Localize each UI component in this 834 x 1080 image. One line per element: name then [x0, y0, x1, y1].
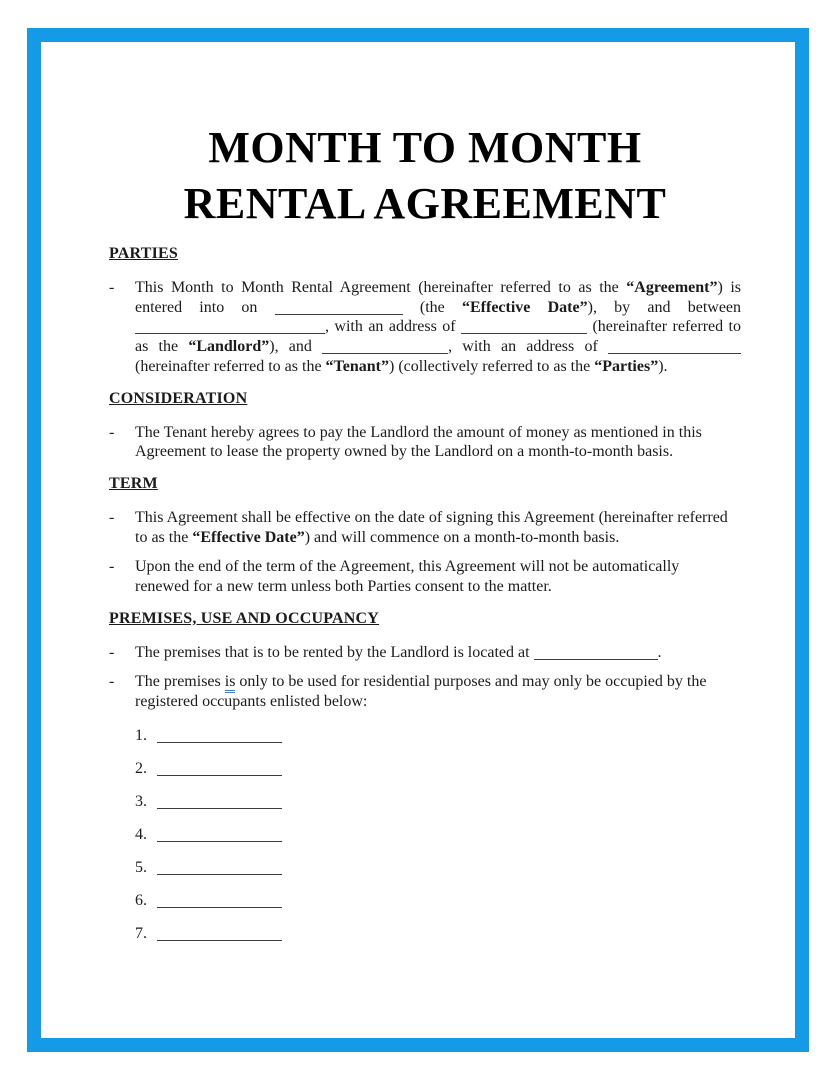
text-line: renewed for a new term unless both Parties consent to the matter. [135, 578, 552, 596]
fill-in-blank [275, 298, 403, 315]
document-title [109, 120, 741, 232]
occupant-list-item [135, 792, 741, 812]
bullet-text [135, 672, 741, 711]
section-heading-parties: PARTIES [109, 245, 179, 262]
bullet-item [109, 672, 741, 711]
bullet-text [135, 643, 741, 663]
bold-text: “Agreement” [626, 279, 718, 296]
occupants-list [135, 726, 741, 944]
bullet-text [135, 423, 741, 462]
text-line: to as the “Effective Date”) and will commence on a month-to-month basis. [135, 528, 620, 546]
occupant-list-item [135, 825, 741, 845]
occupant-number: 5. [135, 858, 147, 876]
occupant-blank [157, 759, 282, 776]
fill-in-blank [135, 317, 325, 334]
text-line: as the “Landlord”), and , with an address of [135, 337, 741, 357]
bold-text: “Effective Date” [192, 528, 305, 546]
section-heading-premises: PREMISES, USE AND OCCUPANCY [109, 609, 380, 627]
fill-in-blank [461, 317, 587, 334]
text-line: , with an address of (hereinafter referred to [135, 317, 741, 337]
occupant-list-item [135, 759, 741, 779]
fill-in-blank [534, 643, 658, 660]
bullet-item [109, 508, 741, 547]
text-line: The Tenant hereby agrees to pay the Landlord the amount of money as mentioned in this [135, 423, 702, 441]
bold-text: “Effective Date” [461, 298, 588, 316]
text-line: entered into on (the “Effective Date”), by and between [135, 298, 742, 316]
document-page [41, 42, 795, 944]
fill-in-blank [322, 337, 448, 354]
bullet-item [109, 278, 741, 377]
occupant-number: 2. [135, 759, 147, 777]
occupant-blank [157, 726, 282, 743]
section-heading-term: TERM [109, 474, 158, 492]
text-line: The premises that is to be rented by the Landlord is located at . [135, 643, 662, 661]
occupant-number: 1. [135, 726, 147, 744]
occupant-blank [157, 825, 282, 842]
bullet-item [109, 557, 741, 596]
bullet-dash: - [109, 423, 115, 441]
occupant-number: 3. [135, 792, 147, 810]
text-line: The premises is only to be used for residential purposes and may only be occupied by the [135, 672, 741, 692]
sections-container [109, 244, 741, 712]
bullet-dash: - [109, 673, 115, 691]
occupant-list-item [135, 891, 741, 911]
fill-in-blank [608, 337, 741, 354]
occupant-number: 6. [135, 891, 147, 909]
bold-text: “Tenant” [325, 357, 389, 375]
bullet-item [109, 423, 741, 462]
bullet-dash: - [109, 558, 115, 576]
text-line: Upon the end of the term of the Agreement, this Agreement will not be automatically [135, 558, 680, 576]
occupant-blank [157, 924, 282, 941]
occupant-blank [157, 891, 282, 908]
page-border [27, 28, 809, 1052]
occupant-number: 4. [135, 825, 147, 843]
section-heading-consideration: CONSIDERATION [109, 389, 248, 407]
bold-text: “Landlord” [188, 338, 270, 356]
document-title-line1: MONTH TO MONTH [208, 123, 642, 172]
occupant-blank [157, 792, 282, 809]
bullet-item [109, 643, 741, 663]
text-line: (hereinafter referred to as the “Tenant”) (collectively referred to as the “Parties”). [135, 357, 668, 375]
occupant-blank [157, 858, 282, 875]
bullet-dash: - [109, 279, 115, 296]
text-line: This Agreement shall be effective on the date of signing this Agreement (hereinafter referred [135, 508, 728, 526]
document-title-line2: RENTAL AGREEMENT [183, 179, 667, 228]
bullet-text [135, 508, 741, 547]
bullet-text [135, 278, 741, 377]
bold-text: “Parties” [594, 357, 659, 375]
text-line: Agreement to lease the property owned by the Landlord on a month-to-month basis. [135, 443, 674, 461]
occupant-list-item [135, 726, 741, 746]
grammar-underlined-word: is [225, 673, 236, 693]
bullet-dash: - [109, 508, 115, 526]
text-line: registered occupants enlisted below: [135, 693, 368, 711]
bullet-dash: - [109, 643, 115, 661]
occupant-list-item [135, 858, 741, 878]
occupant-number: 7. [135, 924, 147, 942]
bullet-text [135, 557, 741, 596]
text-line: This Month to Month Rental Agreement (hereinafter referred to as the “Agreement”) is [135, 279, 742, 296]
occupant-list-item [135, 924, 741, 944]
